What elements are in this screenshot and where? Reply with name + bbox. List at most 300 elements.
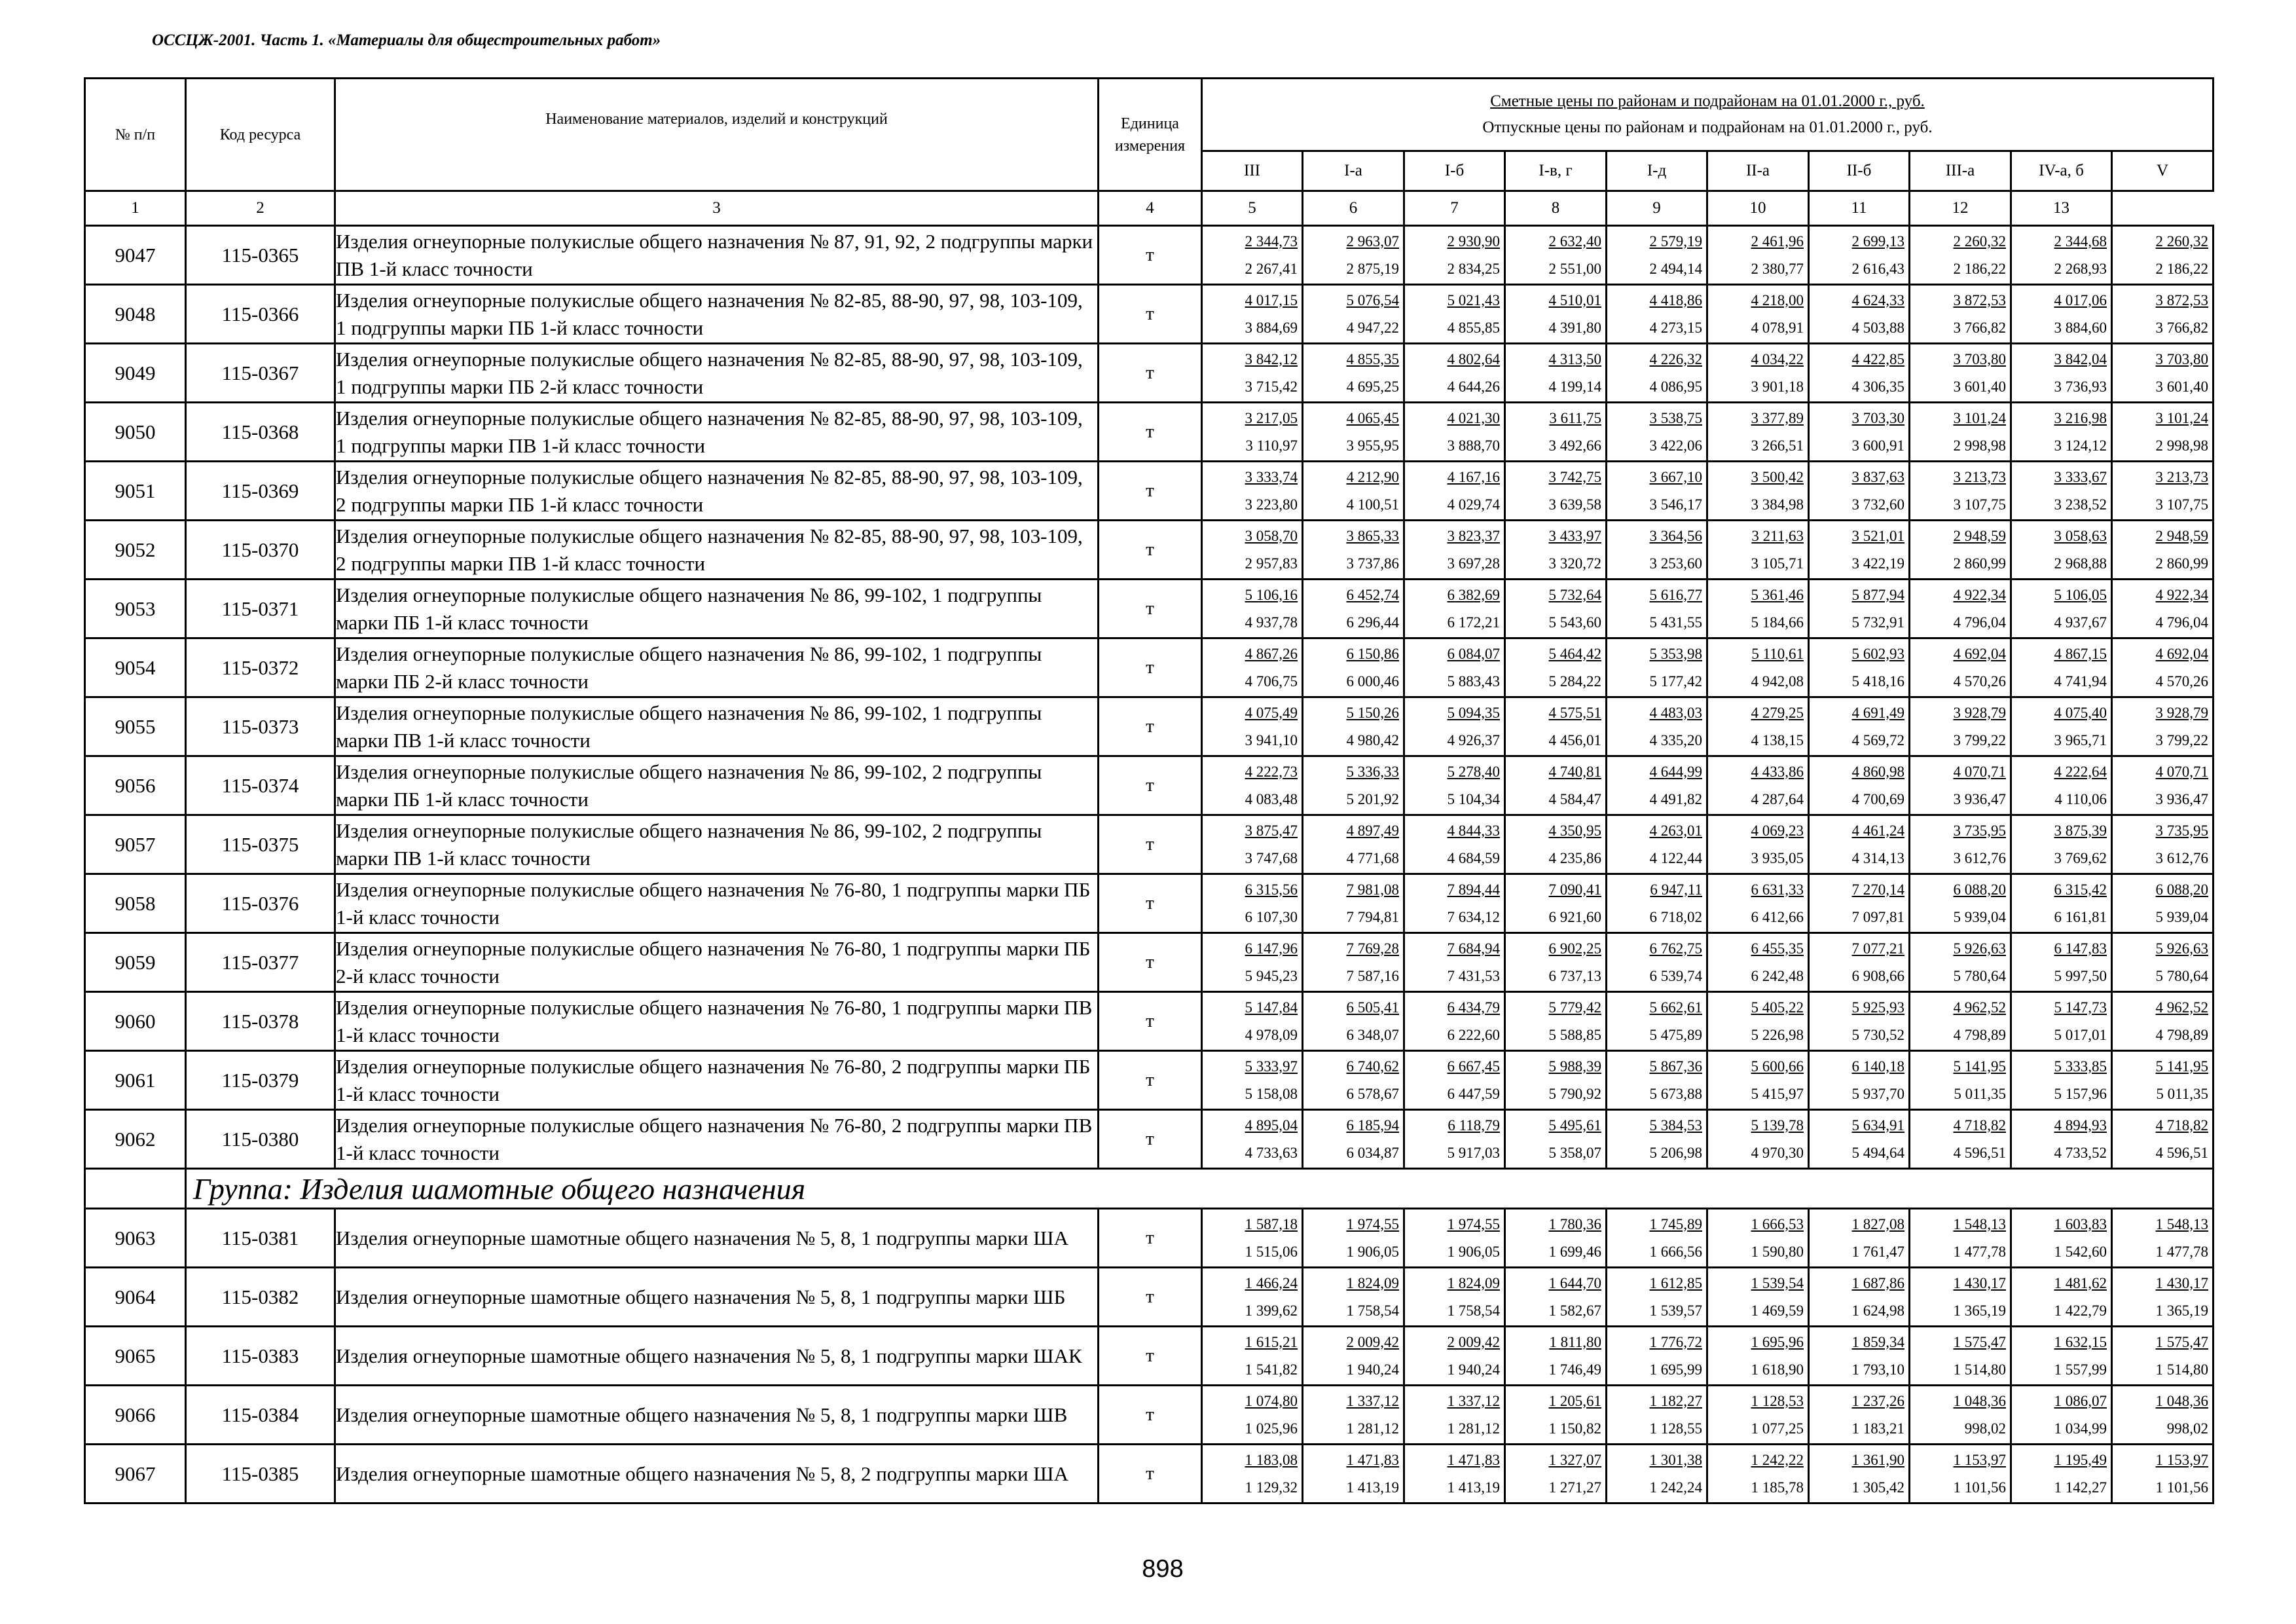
price-cell: [1910, 756, 2011, 815]
price-cell: [1607, 638, 1707, 697]
estimate-price: 4 017,06: [2054, 291, 2107, 308]
material-name: Изделия огнеупорные полукислые общего назначения № 87, 91, 92, 2 подгруппы марки ПВ 1-й класс точности: [335, 226, 1099, 285]
unit-of-measure: т: [1099, 1445, 1202, 1504]
material-name: Изделия огнеупорные полукислые общего назначения № 86, 99-102, 1 подгруппы марки ПБ 1-й класс точности: [335, 580, 1099, 638]
price-cell: [2112, 1268, 2214, 1327]
release-price: 1 281,12: [1447, 1420, 1500, 1437]
release-price: 3 253,60: [1649, 555, 1702, 572]
release-price: 1 150,82: [1548, 1420, 1601, 1437]
estimate-price: 1 695,96: [1751, 1333, 1804, 1350]
price-cell: [1910, 1445, 2011, 1504]
estimate-price: 2 948,59: [1953, 527, 2006, 544]
header-price-release: Отпускные цены по районам и подрайонам на 01.01.2000 г., руб.: [1482, 119, 1933, 136]
group-title: Группа: Изделия шамотные общего назначения: [186, 1169, 1202, 1209]
unit-of-measure: т: [1099, 1386, 1202, 1445]
release-price: 1 271,27: [1548, 1479, 1601, 1496]
price-cell: [1303, 992, 1404, 1051]
estimate-price: 1 301,38: [1649, 1451, 1702, 1468]
estimate-price: 4 644,99: [1649, 763, 1702, 780]
estimate-price: 1 974,55: [1447, 1215, 1500, 1232]
price-cell: [1910, 638, 2011, 697]
estimate-price: 1 603,83: [2054, 1215, 2107, 1232]
release-price: 3 769,62: [2054, 849, 2107, 866]
release-price: 1 365,19: [2155, 1302, 2209, 1319]
unit-of-measure: т: [1099, 638, 1202, 697]
release-price: 3 732,60: [1851, 496, 1904, 513]
price-cell: [1707, 1327, 1809, 1386]
estimate-price: 3 364,56: [1649, 527, 1702, 544]
price-cell: [2112, 1110, 2214, 1169]
price-cell: [1404, 1110, 1505, 1169]
release-price: 6 718,02: [1649, 908, 1702, 925]
resource-code: 115-0378: [186, 992, 335, 1051]
estimate-price: 4 065,45: [1346, 409, 1399, 426]
release-price: 6 034,87: [1346, 1144, 1399, 1161]
price-cell: [1202, 403, 1303, 462]
release-price: 1 624,98: [1851, 1302, 1904, 1319]
estimate-price: 5 732,64: [1548, 586, 1601, 603]
price-cell: [2112, 1051, 2214, 1110]
release-price: 1 128,55: [1649, 1420, 1702, 1437]
release-price: 6 737,13: [1548, 967, 1601, 984]
estimate-price: 3 837,63: [1851, 468, 1904, 485]
release-price: 4 086,95: [1649, 378, 1702, 395]
material-name: Изделия огнеупорные полукислые общего назначения № 76-80, 1 подгруппы марки ПВ 1-й класс точности: [335, 992, 1099, 1051]
resource-code: 115-0384: [186, 1386, 335, 1445]
release-price: 1 746,49: [1548, 1361, 1601, 1378]
column-number: 6: [1303, 191, 1404, 226]
estimate-price: 6 088,20: [2155, 881, 2209, 898]
estimate-price: 3 735,95: [1953, 822, 2006, 839]
unit-of-measure: т: [1099, 521, 1202, 580]
release-price: 4 306,35: [1851, 378, 1904, 395]
estimate-price: 1 666,53: [1751, 1215, 1804, 1232]
release-price: 1 034,99: [2054, 1420, 2107, 1437]
estimate-price: 3 872,53: [1953, 291, 2006, 308]
release-price: 3 107,75: [2155, 496, 2209, 513]
district-header: I-б: [1404, 151, 1505, 191]
group-spacer: [85, 1169, 186, 1209]
price-cell: [1910, 403, 2011, 462]
estimate-price: 1 481,62: [2054, 1274, 2107, 1291]
price-cell: [2112, 992, 2214, 1051]
estimate-price: 5 021,43: [1447, 291, 1500, 308]
price-cell: [1505, 285, 1607, 344]
release-price: 1 183,21: [1851, 1420, 1904, 1437]
estimate-price: 5 141,95: [2155, 1058, 2209, 1075]
estimate-price: 3 875,47: [1245, 822, 1298, 839]
material-name: Изделия огнеупорные полукислые общего назначения № 86, 99-102, 2 подгруппы марки ПВ 1-й класс точности: [335, 815, 1099, 874]
estimate-price: 1 153,97: [1953, 1451, 2006, 1468]
resource-code: 115-0369: [186, 462, 335, 521]
price-cell: [1910, 521, 2011, 580]
release-price: 3 965,71: [2054, 731, 2107, 748]
table-row: [85, 285, 2214, 344]
release-price: 5 673,88: [1649, 1085, 1702, 1102]
release-price: 3 901,18: [1751, 378, 1804, 395]
release-price: 1 906,05: [1346, 1243, 1399, 1260]
release-price: 5 939,04: [2155, 908, 2209, 925]
row-number: 9067: [85, 1445, 186, 1504]
estimate-price: 6 150,86: [1346, 645, 1399, 662]
table-row: [85, 1445, 2214, 1504]
price-cell: [1505, 933, 1607, 992]
release-price: 5 017,01: [2054, 1026, 2107, 1043]
estimate-price: 6 452,74: [1346, 586, 1399, 603]
price-cell: [1910, 1386, 2011, 1445]
release-price: 4 695,25: [1346, 378, 1399, 395]
district-header: I-а: [1303, 151, 1404, 191]
release-price: 2 957,83: [1245, 555, 1298, 572]
estimate-price: 5 988,39: [1548, 1058, 1601, 1075]
estimate-price: 4 263,01: [1649, 822, 1702, 839]
resource-code: 115-0376: [186, 874, 335, 933]
price-cell: [2011, 933, 2112, 992]
release-price: 2 616,43: [1851, 260, 1904, 277]
release-price: 6 222,60: [1447, 1026, 1500, 1043]
price-cell: [1404, 462, 1505, 521]
release-price: 5 415,97: [1751, 1085, 1804, 1102]
release-price: 3 601,40: [2155, 378, 2209, 395]
release-price: 6 921,60: [1548, 908, 1601, 925]
price-cell: [2112, 1445, 2214, 1504]
price-cell: [1910, 1327, 2011, 1386]
price-cell: [2112, 874, 2214, 933]
release-price: 3 492,66: [1548, 437, 1601, 454]
estimate-price: 3 500,42: [1751, 468, 1804, 485]
price-cell: [1607, 1051, 1707, 1110]
unit-of-measure: т: [1099, 1051, 1202, 1110]
release-price: 5 158,08: [1245, 1085, 1298, 1102]
row-number: 9053: [85, 580, 186, 638]
release-price: 3 422,19: [1851, 555, 1904, 572]
estimate-price: 3 217,05: [1245, 409, 1298, 426]
estimate-price: 4 075,40: [2054, 704, 2107, 721]
estimate-price: 5 405,22: [1751, 999, 1804, 1016]
unit-of-measure: т: [1099, 344, 1202, 403]
price-cell: [1809, 1209, 1910, 1268]
resource-code: 115-0367: [186, 344, 335, 403]
release-price: 1 699,46: [1548, 1243, 1601, 1260]
estimate-price: 3 742,75: [1548, 468, 1601, 485]
price-cell: [1607, 697, 1707, 756]
price-cell: [1505, 1051, 1607, 1110]
estimate-price: 1 074,80: [1245, 1392, 1298, 1409]
header-prices: [1202, 79, 2214, 151]
release-price: 5 494,64: [1851, 1144, 1904, 1161]
release-price: 1 590,80: [1751, 1243, 1804, 1260]
estimate-price: 1 687,86: [1851, 1274, 1904, 1291]
unit-of-measure: т: [1099, 1327, 1202, 1386]
estimate-price: 4 313,50: [1548, 350, 1601, 367]
price-cell: [1202, 933, 1303, 992]
price-cell: [1303, 874, 1404, 933]
release-price: 3 105,71: [1751, 555, 1804, 572]
release-price: 3 546,17: [1649, 496, 1702, 513]
release-price: 4 700,69: [1851, 790, 1904, 807]
price-cell: [2011, 638, 2112, 697]
district-header: I-д: [1607, 151, 1707, 191]
price-cell: [1505, 462, 1607, 521]
page-number: 898: [1142, 1555, 1184, 1583]
estimate-price: 3 703,80: [2155, 350, 2209, 367]
price-cell: [1505, 1209, 1607, 1268]
district-header: III-а: [1910, 151, 2011, 191]
row-number: 9048: [85, 285, 186, 344]
price-cell: [1303, 1268, 1404, 1327]
release-price: 1 906,05: [1447, 1243, 1500, 1260]
release-price: 3 107,75: [1953, 496, 2006, 513]
row-number: 9061: [85, 1051, 186, 1110]
estimate-price: 4 218,00: [1751, 291, 1804, 308]
estimate-price: 4 034,22: [1751, 350, 1804, 367]
row-number: 9063: [85, 1209, 186, 1268]
estimate-price: 4 897,49: [1346, 822, 1399, 839]
price-cell: [1707, 992, 1809, 1051]
estimate-price: 3 872,53: [2155, 291, 2209, 308]
release-price: 3 955,95: [1346, 437, 1399, 454]
price-cell: [1303, 462, 1404, 521]
column-number: 12: [1910, 191, 2011, 226]
price-cell: [1910, 580, 2011, 638]
resource-code: 115-0372: [186, 638, 335, 697]
price-cell: [2011, 1051, 2112, 1110]
resource-code: 115-0370: [186, 521, 335, 580]
row-number: 9047: [85, 226, 186, 285]
price-cell: [1607, 285, 1707, 344]
price-cell: [1505, 815, 1607, 874]
estimate-price: 5 495,61: [1548, 1116, 1601, 1134]
estimate-price: 3 211,63: [1751, 527, 1804, 544]
release-price: 2 998,98: [2155, 437, 2209, 454]
unit-of-measure: т: [1099, 580, 1202, 638]
price-cell: [1607, 874, 1707, 933]
price-cell: [1707, 1386, 1809, 1445]
release-price: 4 937,67: [2054, 614, 2107, 631]
price-cell: [1202, 1051, 1303, 1110]
estimate-price: 4 510,01: [1548, 291, 1601, 308]
estimate-price: 1 548,13: [2155, 1215, 2209, 1232]
release-price: 4 199,14: [1548, 378, 1601, 395]
release-price: 3 941,10: [1245, 731, 1298, 748]
column-number: 11: [1809, 191, 1910, 226]
estimate-price: 3 538,75: [1649, 409, 1702, 426]
price-cell: [2112, 638, 2214, 697]
district-header: IV-а, б: [2011, 151, 2112, 191]
release-price: 1 582,67: [1548, 1302, 1601, 1319]
price-cell: [1910, 697, 2011, 756]
group-row: [85, 1169, 2214, 1209]
estimate-price: 4 350,95: [1548, 822, 1601, 839]
estimate-price: 6 740,62: [1346, 1058, 1399, 1075]
release-price: 1 281,12: [1346, 1420, 1399, 1437]
release-price: 6 172,21: [1447, 614, 1500, 631]
estimate-price: 4 461,24: [1851, 822, 1904, 839]
price-table: [84, 77, 2214, 1504]
estimate-price: 6 118,79: [1448, 1116, 1500, 1134]
estimate-price: 3 333,74: [1245, 468, 1298, 485]
estimate-price: 5 384,53: [1649, 1116, 1702, 1134]
release-price: 5 157,96: [2054, 1085, 2107, 1102]
estimate-price: 3 842,04: [2054, 350, 2107, 367]
estimate-price: 5 877,94: [1851, 586, 1904, 603]
price-cell: [1910, 1110, 2011, 1169]
document-header: ОССЦЖ-2001. Часть 1. «Материалы для общестроительных работ»: [152, 31, 661, 49]
release-price: 5 939,04: [1953, 908, 2006, 925]
release-price: 3 600,91: [1851, 437, 1904, 454]
estimate-price: 4 922,34: [2155, 586, 2209, 603]
release-price: 4 733,52: [2054, 1144, 2107, 1161]
resource-code: 115-0371: [186, 580, 335, 638]
release-price: 2 834,25: [1447, 260, 1500, 277]
estimate-price: 5 361,46: [1751, 586, 1804, 603]
release-price: 6 161,81: [2054, 908, 2107, 925]
release-price: 1 793,10: [1851, 1361, 1904, 1378]
estimate-price: 1 430,17: [1953, 1274, 2006, 1291]
release-price: 998,02: [1964, 1420, 2006, 1437]
release-price: 7 794,81: [1346, 908, 1399, 925]
release-price: 4 570,26: [1953, 673, 2006, 690]
release-price: 4 970,30: [1751, 1144, 1804, 1161]
estimate-price: 5 662,61: [1649, 999, 1702, 1016]
price-cell: [2112, 344, 2214, 403]
estimate-price: 6 147,83: [2054, 940, 2107, 957]
estimate-price: 2 461,96: [1751, 232, 1804, 249]
price-cell: [1202, 638, 1303, 697]
release-price: 7 587,16: [1346, 967, 1399, 984]
price-cell: [1505, 1110, 1607, 1169]
estimate-price: 3 703,30: [1851, 409, 1904, 426]
price-cell: [1707, 344, 1809, 403]
release-price: 5 588,85: [1548, 1026, 1601, 1043]
price-cell: [2112, 933, 2214, 992]
resource-code: 115-0383: [186, 1327, 335, 1386]
table-row: [85, 638, 2214, 697]
release-price: 1 365,19: [1953, 1302, 2006, 1319]
price-cell: [1809, 521, 1910, 580]
release-price: 2 380,77: [1751, 260, 1804, 277]
price-cell: [1809, 285, 1910, 344]
release-price: 3 737,86: [1346, 555, 1399, 572]
price-cell: [1910, 226, 2011, 285]
estimate-price: 4 962,52: [1953, 999, 2006, 1016]
estimate-price: 3 611,75: [1549, 409, 1601, 426]
price-cell: [1404, 1209, 1505, 1268]
release-price: 4 796,04: [2155, 614, 2209, 631]
price-cell: [1303, 344, 1404, 403]
estimate-price: 1 361,90: [1851, 1451, 1904, 1468]
release-price: 4 978,09: [1245, 1026, 1298, 1043]
release-price: 2 186,22: [2155, 260, 2209, 277]
release-price: 4 706,75: [1245, 673, 1298, 690]
table-row: [85, 756, 2214, 815]
estimate-price: 5 139,78: [1751, 1116, 1804, 1134]
release-price: 6 242,48: [1751, 967, 1804, 984]
price-cell: [2011, 226, 2112, 285]
release-price: 4 733,63: [1245, 1144, 1298, 1161]
estimate-price: 1 811,80: [1549, 1333, 1601, 1350]
estimate-price: 4 070,71: [2155, 763, 2209, 780]
estimate-price: 7 270,14: [1851, 881, 1904, 898]
price-cell: [1607, 521, 1707, 580]
estimate-price: 3 216,98: [2054, 409, 2107, 426]
release-price: 5 177,42: [1649, 673, 1702, 690]
estimate-price: 1 615,21: [1245, 1333, 1298, 1350]
estimate-price: 1 974,55: [1346, 1215, 1399, 1232]
resource-code: 115-0382: [186, 1268, 335, 1327]
release-price: 4 335,20: [1649, 731, 1702, 748]
release-price: 7 634,12: [1447, 908, 1500, 925]
release-price: 4 138,15: [1751, 731, 1804, 748]
price-cell: [1809, 815, 1910, 874]
price-cell: [1809, 697, 1910, 756]
release-price: 5 226,98: [1751, 1026, 1804, 1043]
release-price: 4 741,94: [2054, 673, 2107, 690]
estimate-price: 1 824,09: [1346, 1274, 1399, 1291]
price-cell: [2112, 580, 2214, 638]
release-price: 4 798,89: [1953, 1026, 2006, 1043]
release-price: 1 515,06: [1245, 1243, 1298, 1260]
price-cell: [1404, 933, 1505, 992]
estimate-price: 6 455,35: [1751, 940, 1804, 957]
column-number: 3: [335, 191, 1099, 226]
release-price: 1 101,56: [2155, 1479, 2209, 1496]
release-price: 1 514,80: [1953, 1361, 2006, 1378]
column-number: 2: [186, 191, 335, 226]
release-price: 3 697,28: [1447, 555, 1500, 572]
price-cell: [1404, 344, 1505, 403]
release-price: 5 475,89: [1649, 1026, 1702, 1043]
estimate-price: 5 336,33: [1346, 763, 1399, 780]
price-cell: [1505, 344, 1607, 403]
estimate-price: 2 948,59: [2155, 527, 2209, 544]
estimate-price: 3 875,39: [2054, 822, 2107, 839]
unit-of-measure: т: [1099, 285, 1202, 344]
estimate-price: 6 382,69: [1447, 586, 1500, 603]
price-cell: [1607, 462, 1707, 521]
price-cell: [1809, 226, 1910, 285]
estimate-price: 6 147,96: [1245, 940, 1298, 957]
release-price: 5 730,52: [1851, 1026, 1904, 1043]
estimate-price: 4 212,90: [1346, 468, 1399, 485]
estimate-price: 7 684,94: [1447, 940, 1500, 957]
resource-code: 115-0374: [186, 756, 335, 815]
price-cell: [1505, 1268, 1607, 1327]
price-cell: [1505, 521, 1607, 580]
price-cell: [1505, 226, 1607, 285]
row-number: 9050: [85, 403, 186, 462]
estimate-price: 6 505,41: [1346, 999, 1399, 1016]
release-price: 3 799,22: [1953, 731, 2006, 748]
price-cell: [1404, 815, 1505, 874]
release-price: 4 798,89: [2155, 1026, 2209, 1043]
release-price: 1 940,24: [1346, 1361, 1399, 1378]
price-cell: [1707, 638, 1809, 697]
unit-of-measure: т: [1099, 462, 1202, 521]
release-price: 6 107,30: [1245, 908, 1298, 925]
release-price: 4 029,74: [1447, 496, 1500, 513]
estimate-price: 1 337,12: [1346, 1392, 1399, 1409]
estimate-price: 3 377,89: [1751, 409, 1804, 426]
release-price: 4 503,88: [1851, 319, 1904, 336]
estimate-price: 1 780,36: [1548, 1215, 1601, 1232]
estimate-price: 4 017,15: [1245, 291, 1298, 308]
estimate-price: 4 226,32: [1649, 350, 1702, 367]
estimate-price: 3 058,63: [2054, 527, 2107, 544]
release-price: 1 399,62: [1245, 1302, 1298, 1319]
estimate-price: 5 106,05: [2054, 586, 2107, 603]
estimate-price: 3 735,95: [2155, 822, 2209, 839]
